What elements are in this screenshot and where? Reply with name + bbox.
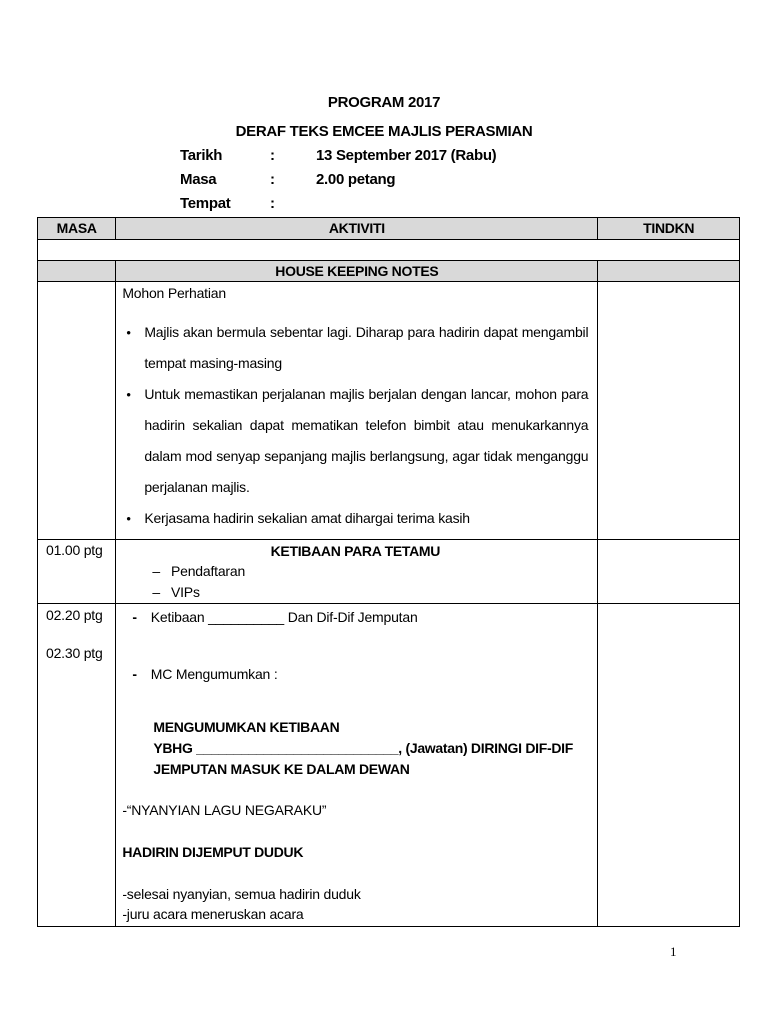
page-number: 1 bbox=[670, 944, 677, 959]
arrival-time: 01.00 ptg bbox=[38, 540, 116, 604]
program-title: PROGRAM 2017 bbox=[327, 94, 441, 111]
schedule-table bbox=[37, 217, 740, 927]
spacer-cell bbox=[38, 240, 740, 261]
housekeeping-list bbox=[122, 317, 588, 534]
table-header-row bbox=[38, 218, 740, 240]
arrival-row bbox=[38, 540, 740, 604]
meta-label: Tempat bbox=[180, 195, 231, 212]
document-title: DERAF TEKS EMCEE MAJLIS PERASMIAN bbox=[235, 123, 533, 140]
ceremony-time-1: 02.20 ptg bbox=[46, 607, 103, 623]
ceremony-item-2: - MC Mengumumkan : bbox=[132, 666, 278, 682]
housekeeping-row bbox=[38, 282, 740, 540]
seated-line: HADIRIN DIJEMPUT DUDUK bbox=[122, 844, 304, 860]
ceremony-row bbox=[38, 604, 740, 927]
list-item: • Untuk memastikan perjalanan majlis berjalan dengan lancar, mohon para hadirin sekalian dapat mematikan telefon bimbit atau menukarkannya dalam mod senyap sepanjang majlis berlangsung, agar tidak menganggu perjalanan majlis. bbox=[144, 379, 588, 503]
list-item: • Majlis akan bermula sebentar lagi. Diharap para hadirin dapat mengambil tempat masing-masing bbox=[144, 317, 588, 379]
ceremony-item-1: - Ketibaan __________ Dan Dif-Dif Jemputan bbox=[132, 609, 418, 625]
announce-line-2: YBHG ___________________________, (Jawatan) DIRINGI DIF-DIF bbox=[153, 740, 573, 756]
spacer-row bbox=[38, 240, 740, 261]
empty-cell bbox=[38, 282, 116, 540]
empty-cell bbox=[598, 261, 740, 282]
header-tindakan: TINDKN bbox=[598, 218, 740, 240]
meta-colon: : bbox=[270, 195, 275, 212]
housekeeping-heading: HOUSE KEEPING NOTES bbox=[116, 261, 598, 282]
note-line-2: -juru acara meneruskan acara bbox=[122, 906, 304, 922]
announce-block bbox=[122, 717, 588, 780]
empty-cell bbox=[598, 282, 740, 540]
ceremony-content bbox=[116, 604, 598, 927]
housekeeping-content bbox=[116, 282, 598, 540]
arrival-heading: KETIBAAN PARA TETAMU bbox=[270, 543, 441, 559]
anthem-line: -“NYANYIAN LAGU NEGARAKU” bbox=[122, 802, 327, 818]
meta-colon: : bbox=[270, 171, 275, 188]
empty-cell bbox=[598, 540, 740, 604]
meta-label: Tarikh bbox=[180, 147, 223, 164]
header-aktiviti: AKTIVITI bbox=[116, 218, 598, 240]
announce-line-1: MENGUMUMKAN KETIBAAN bbox=[153, 719, 340, 735]
ceremony-time-2: 02.30 ptg bbox=[46, 645, 103, 661]
empty-cell bbox=[598, 604, 740, 927]
meta-value: 2.00 petang bbox=[316, 171, 396, 188]
arrival-list bbox=[122, 561, 588, 603]
announce-line-3: JEMPUTAN MASUK KE DALAM DEWAN bbox=[153, 761, 410, 777]
empty-cell bbox=[38, 261, 116, 282]
meta-value: 13 September 2017 (Rabu) bbox=[316, 147, 497, 164]
ceremony-times bbox=[38, 604, 116, 927]
header-masa: MASA bbox=[38, 218, 116, 240]
housekeeping-heading-row bbox=[38, 261, 740, 282]
meta-colon: : bbox=[270, 147, 275, 164]
list-item: • Kerjasama hadirin sekalian amat dihargai terima kasih bbox=[144, 503, 588, 534]
arrival-content bbox=[116, 540, 598, 604]
list-item: – VIPs bbox=[152, 582, 588, 603]
meta-label: Masa bbox=[180, 171, 217, 188]
note-line-1: -selesai nyanyian, semua hadirin duduk bbox=[122, 886, 361, 902]
housekeeping-intro: Mohon Perhatian bbox=[122, 285, 226, 301]
list-item: – Pendaftaran bbox=[152, 561, 588, 582]
